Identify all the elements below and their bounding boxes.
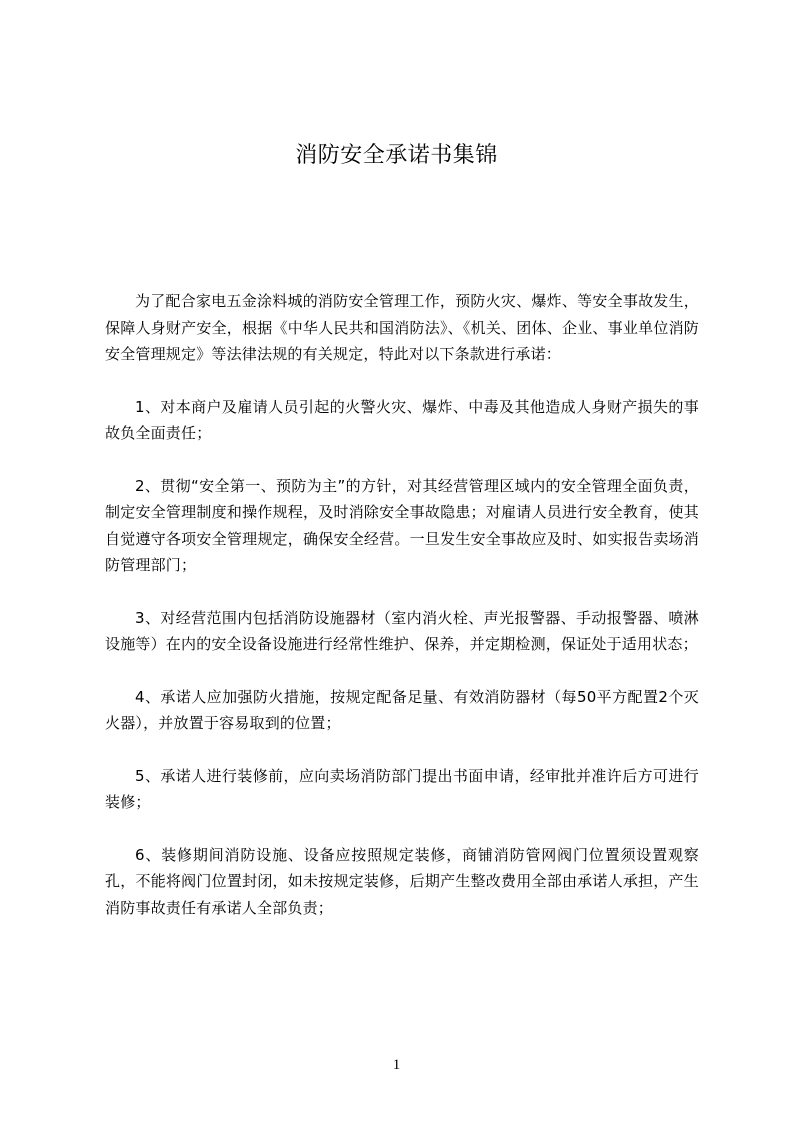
clause-5: 5、承诺人进行装修前，应向卖场消防部门提出书面申请，经审批并准许后方可进行装修； [105, 766, 699, 811]
document-body [105, 288, 699, 947]
document-title: 消防安全承诺书集锦 [295, 143, 498, 168]
page-number: 1 [392, 1057, 401, 1073]
clause-6: 6、装修期间消防设施、设备应按照规定装修，商铺消防管网阀门位置须设置观察孔，不能将阀门位置封闭，如未按规定装修，后期产生整改费用全部由承诺人承担，产生消防事故责任有承诺人全部负责； [105, 845, 699, 917]
intro-paragraph: 为了配合家电五金涂料城的消防安全管理工作，预防火灾、爆炸、等安全事故发生，保障人身财产安全，根据《中华人民共和国消防法》、《机关、团体、企业、事业单位消防安全管理规定》等法律法规的有关规定，特此对以下条款进行承诺： [105, 292, 699, 363]
clause-1: 1、对本商户及雇请人员引起的火警火灾、爆炸、中毒及其他造成人身财产损失的事故负全面责任； [105, 397, 699, 442]
clause-3: 3、对经营范围内包括消防设施器材（室内消火栓、声光报警器、手动报警器、喷淋设施等）在内的安全设备设施进行经常性维护、保养，并定期检测，保证处于适用状态； [105, 608, 699, 653]
clause-4: 4、承诺人应加强防火措施，按规定配备足量、有效消防器材（每50平方配置2个灭火器），并放置于容易取到的位置； [105, 687, 699, 732]
clause-2: 2、贯彻“安全第一、预防为主”的方针，对其经营管理区域内的安全管理全面负责，制定安全管理制度和操作规程，及时消除安全事故隐患；对雇请人员进行安全教育，使其自觉遵守各项安全管理规定，确保安全经营。一旦发生安全事故应及时、如实报告卖场消防管理部门； [105, 476, 699, 574]
